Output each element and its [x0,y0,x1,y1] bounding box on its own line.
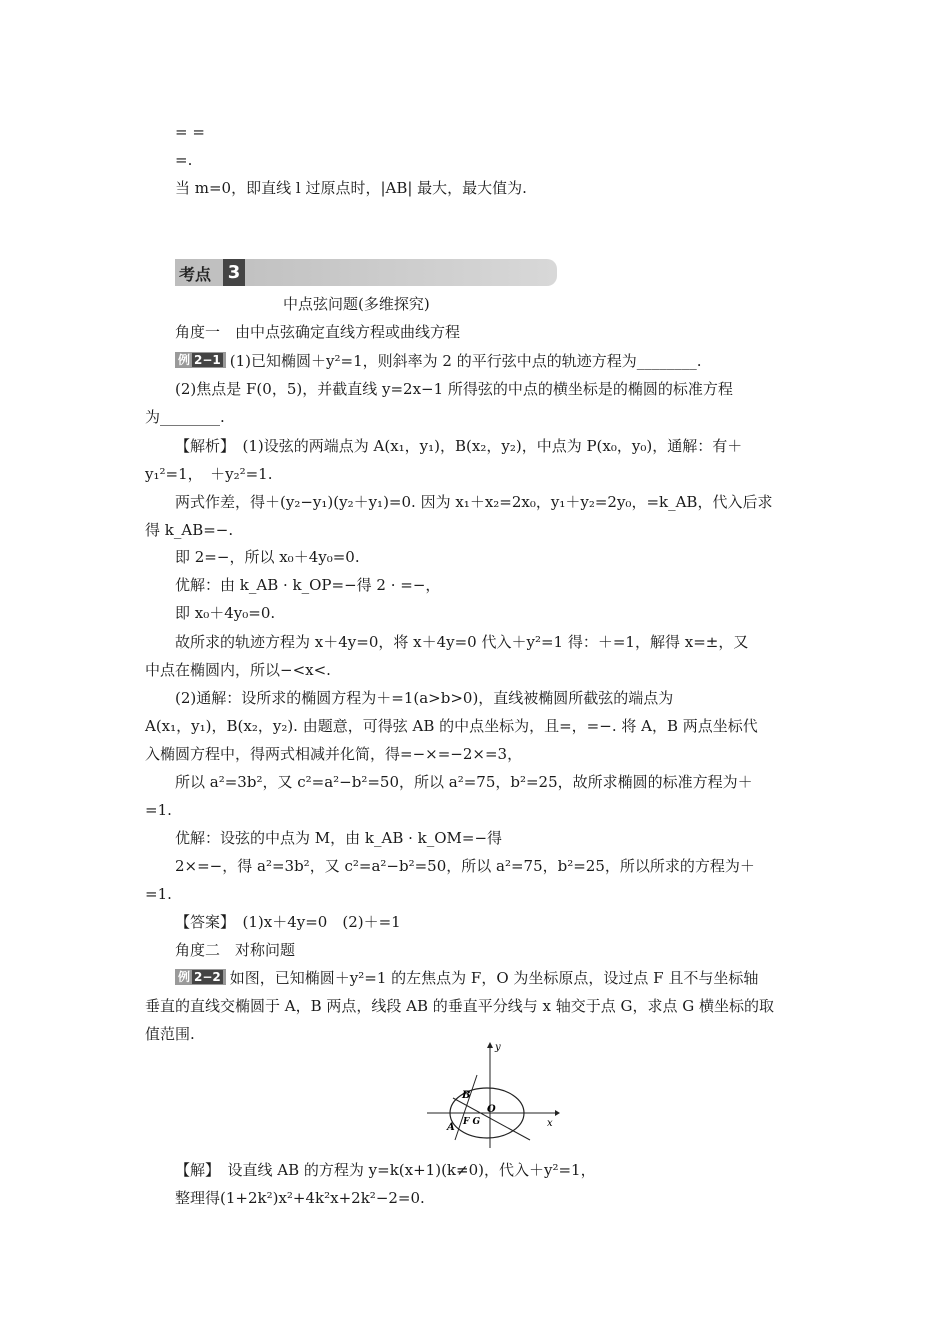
text-line: = = [175,123,205,141]
text-line: 中点在椭圆内，所以−<x<. [145,661,331,679]
text-line: (2)焦点是 F(0，5)，并截直线 y=2x−1 所得弦的中点的横坐标是的椭圆的标准方程 [175,380,733,398]
text-line: (2)通解：设所求的椭圆方程为＋=1(a>b>0)，直线被椭圆所截弦的端点为 [175,689,674,707]
text-line: 【解】 设直线 AB 的方程为 y=k(x+1)(k≠0)，代入＋y²=1， [175,1161,596,1179]
line-ab [455,1075,477,1140]
text-line: =. [175,151,193,169]
text-line: 2×=−，得 a²=3b²，又 c²=a²−b²=50，所以 a²=75，b²=25，所以所求的方程为＋ [175,857,755,875]
text-line: 垂直的直线交椭圆于 A，B 两点，线段 AB 的垂直平分线与 x 轴交于点 G，求点 G 横坐标的取 [145,997,775,1015]
text-line: 当 m=0，即直线 l 过原点时，|AB| 最大，最大值为. [175,179,527,197]
text-line: 优解：设弦的中点为 M，由 k_AB · k_OM=−得 [175,829,503,847]
fg-label: F G [463,1117,481,1127]
text-line: 所以 a²=3b²，又 c²=a²−b²=50，所以 a²=75，b²=25，故所求椭圆的标准方程为＋ [175,773,753,791]
text-line: =1. [145,801,172,819]
text-line: 优解：由 k_AB · k_OP=−得 2 · =−， [175,576,441,594]
text-line: y₁²=1， ＋y₂²=1. [145,465,273,483]
ellipse-figure [425,1040,560,1150]
text-line: 值范围. [145,1025,195,1043]
text-line: 【解析】 (1)设弦的两端点为 A(x₁，y₁)，B(x₂，y₂)，中点为 P(x₀，y₀)，通解：有＋ [175,437,743,455]
text-line: 为________. [145,408,225,426]
answer-line: 【答案】 (1)x＋4y=0 (2)＋=1 [175,913,401,931]
origin-label: O [487,1104,496,1115]
text-line: 整理得(1+2k²)x²+4k²x+2k²−2=0. [175,1189,425,1207]
example-line: 例 2−2 如图，已知椭圆＋y²=1 的左焦点为 F，O 为坐标原点，设过点 F 且不与坐标轴 [175,967,758,989]
text-line: A(x₁，y₁)，B(x₂，y₂). 由题意，可得弦 AB 的中点坐标为，且=，=−. 将 A，B 两点坐标代 [145,717,758,735]
angle-heading: 角度二 对称问题 [175,941,296,959]
point-a-label: A [447,1122,455,1133]
x-label: x [547,1118,553,1129]
section-title: 中点弦问题(多维探究) [283,295,430,313]
section-banner [175,259,557,286]
example-tag: 例 2−2 [175,969,226,985]
text-line: 入椭圆方程中，得两式相减并化简，得=−×=−2×=3， [145,745,523,763]
text-line: 故所求的轨迹方程为 x＋4y=0，将 x＋4y=0 代入＋y²=1 得：＋=1，解得 x=±，又 [175,633,749,651]
section-label: 考点 [179,265,212,284]
text-line: =1. [145,885,172,903]
text-line: 两式作差，得＋(y₂−y₁)(y₂＋y₁)=0. 因为 x₁＋x₂=2x₀，y₁＋y₂=2y₀，=k_AB，代入后求 [175,493,773,511]
text-line: 即 x₀＋4y₀=0. [175,604,276,622]
y-axis-arrow [487,1042,493,1048]
example-line: 例 2−1 (1)已知椭圆＋y²=1，则斜率为 2 的平行弦中点的轨迹方程为________. [175,350,701,372]
y-label: y [495,1042,501,1053]
x-axis-arrow [555,1110,560,1116]
example-tag: 例 2−1 [175,352,226,368]
text-line: 得 k_AB=−. [145,521,234,539]
point-b-label: B [462,1090,471,1101]
angle-heading: 角度一 由中点弦确定直线方程或曲线方程 [175,323,461,341]
section-number: 3 [223,259,245,286]
text-line: 即 2=−，所以 x₀＋4y₀=0. [175,548,360,566]
